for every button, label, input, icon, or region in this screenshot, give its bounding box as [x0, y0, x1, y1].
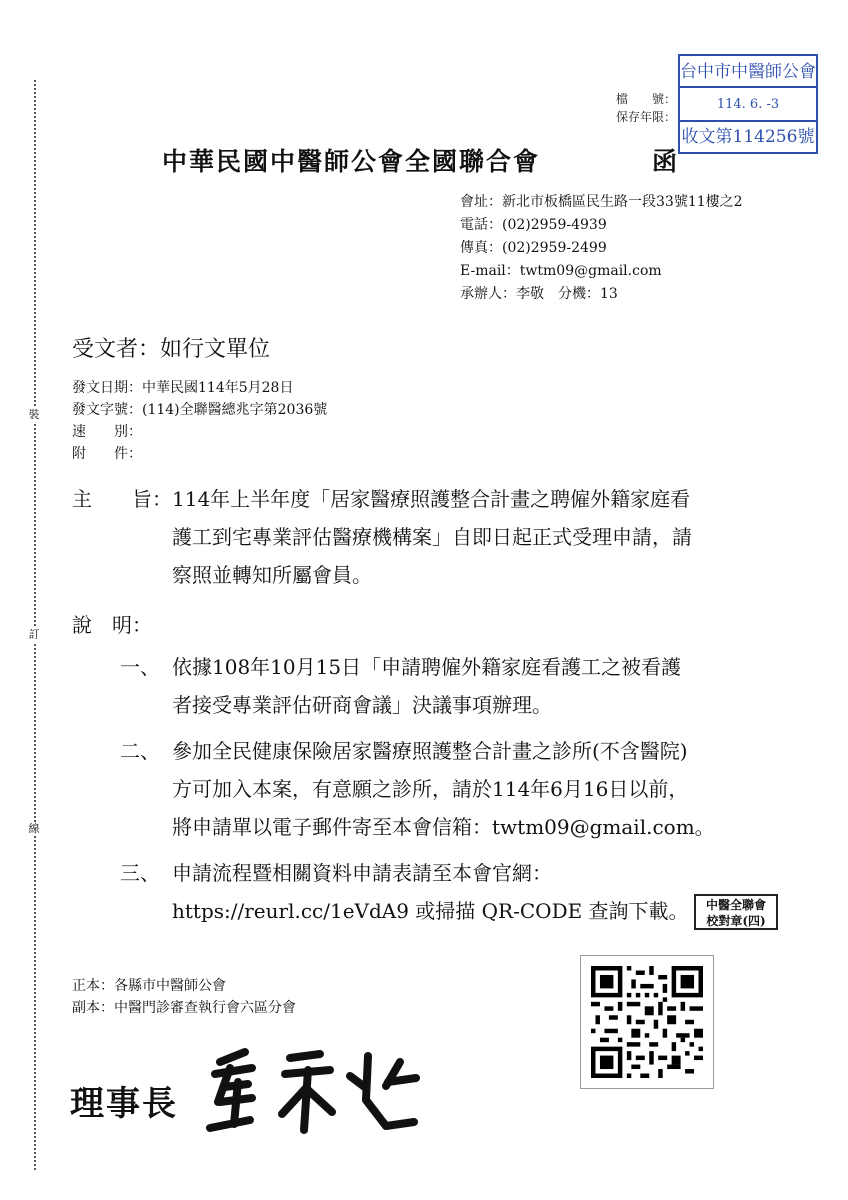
margin-mark-top: 裝 — [26, 408, 42, 422]
item-line: 將申請單以電子郵件寄至本會信箱：twtm09@gmail.com。 — [172, 815, 715, 839]
item-number: 一、 — [120, 655, 160, 679]
item-line: 參加全民健康保險居家醫療照護整合計畫之診所(不含醫院) — [172, 739, 688, 763]
chairman-title: 理事長 — [70, 1084, 178, 1124]
copy-recipients: 副本：中醫門診審查執行會六區分會 — [72, 1000, 296, 1016]
org-fax: 傳真：(02)2959-2499 — [460, 240, 607, 256]
proofreading-stamp — [694, 894, 778, 930]
attachment: 附 件： — [72, 446, 142, 462]
subject-label: 主 旨： — [72, 487, 172, 511]
subject-line: 察照並轉知所屬會員。 — [172, 563, 372, 587]
chairman-signature — [190, 1042, 430, 1142]
item-line: 依據108年10月15日「申請聘僱外籍家庭看護工之被看護 — [172, 655, 682, 679]
original-recipients: 正本：各縣市中醫師公會 — [72, 978, 226, 994]
item-line: 者接受專業評估研商會議」決議事項辦理。 — [172, 693, 552, 717]
item-line: 方可加入本案，有意願之診所，請於114年6月16日以前， — [172, 777, 689, 801]
contact-person: 承辦人：李敬 分機：13 — [460, 286, 618, 302]
receipt-stamp-org: 台中市中醫師公會 — [680, 56, 816, 88]
proofreading-stamp-line: 中醫全聯會 — [705, 898, 766, 912]
org-email: E-mail：twtm09@gmail.com — [460, 263, 662, 279]
explanation-label: 說 明： — [72, 613, 152, 637]
item-line: 申請流程暨相關資料申請表請至本會官網： — [172, 861, 552, 885]
margin-mark-middle: 訂 — [26, 628, 42, 642]
item-number: 三、 — [120, 861, 160, 885]
receipt-stamp-number: 收文第114256號 — [681, 127, 815, 147]
document-type: 函 — [652, 147, 680, 176]
item-number: 二、 — [120, 739, 160, 763]
binding-margin-line — [34, 80, 36, 1170]
receipt-stamp-date: 114. 6. -3 — [680, 88, 816, 122]
org-phone: 電話：(02)2959-4939 — [460, 217, 607, 233]
subject-line: 114年上半年度「居家醫療照護整合計畫之聘僱外籍家庭看 — [172, 487, 691, 511]
qr-code[interactable] — [591, 966, 703, 1078]
issue-date: 發文日期：中華民國114年5月28日 — [72, 380, 294, 396]
retention-label: 保存年限： — [616, 110, 677, 124]
document-title: 中華民國中醫師公會全國聯合會 — [162, 147, 541, 176]
reference-number: 發文字號：(114)全聯醫總兆字第2036號 — [72, 402, 328, 418]
receipt-stamp — [678, 54, 818, 154]
recipient: 受文者：如行文單位 — [72, 337, 271, 362]
qr-code-frame — [580, 955, 714, 1089]
margin-mark-bottom: 線 — [26, 822, 42, 836]
urgency: 速 別： — [72, 424, 142, 440]
file-number-label: 檔 號： — [616, 92, 677, 106]
proofreading-stamp-line: 校對章(四) — [706, 914, 766, 928]
subject-line: 護工到宅專業評估醫療機構案」自即日起正式受理申請，請 — [172, 525, 692, 549]
org-address: 會址：新北市板橋區民生路一段33號11樓之2 — [460, 194, 743, 210]
item-line: https://reurl.cc/1eVdA9 或掃描 QR-CODE 查詢下載。 — [172, 899, 689, 923]
